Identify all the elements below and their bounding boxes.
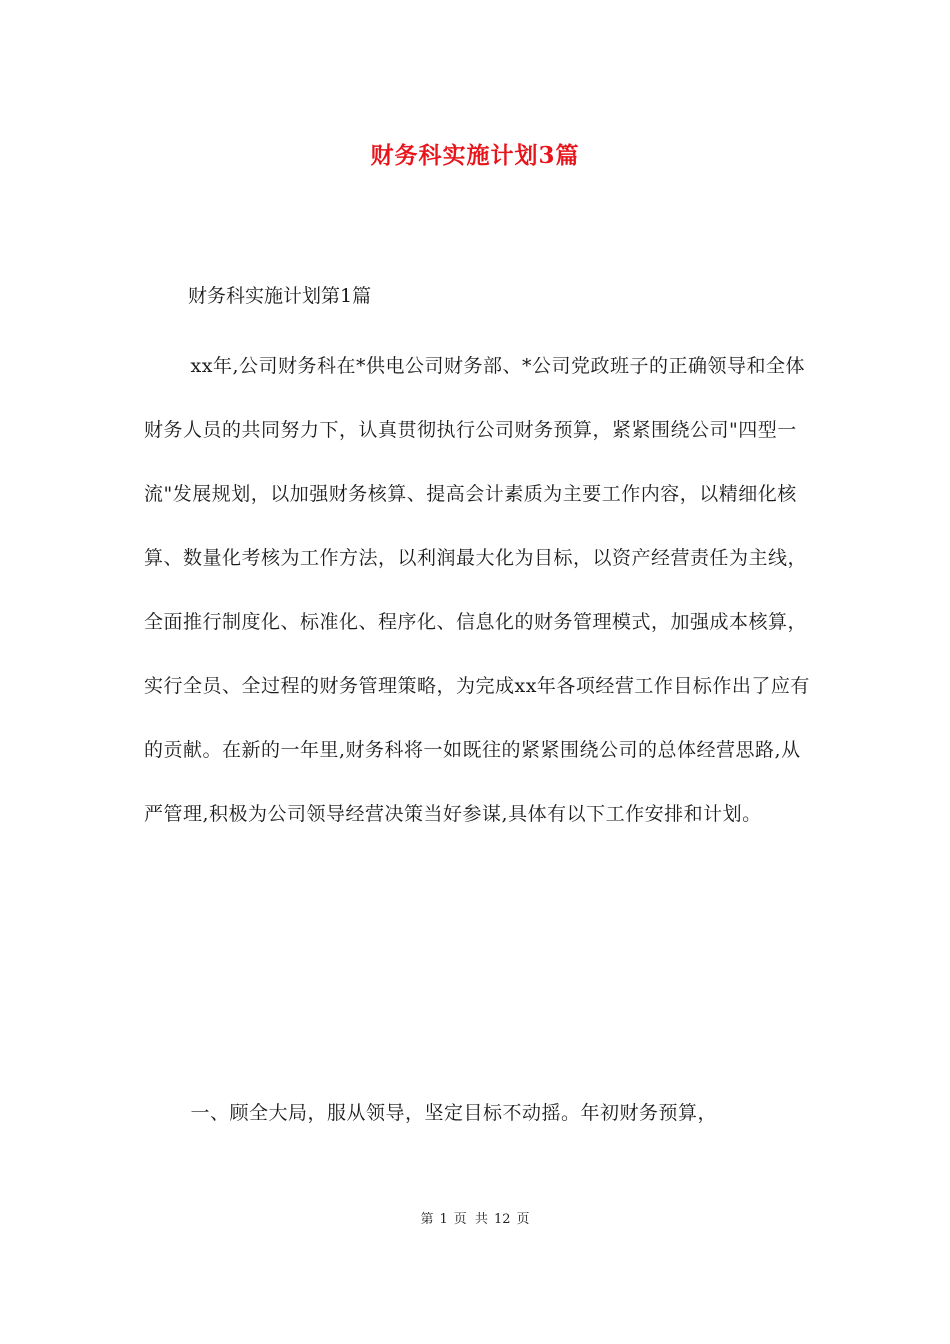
body-paragraph: xx年,公司财务科在*供电公司财务部、*公司党政班子的正确领导和全体财务人员的共同努力下，认真贯彻执行公司财务预算，紧紧围绕公司"四型一流"发展规划，以加强财务核算、提高会计素质为主要工作内容，以精细化核算、数量化考核为工作方法，以利润最大化为目标，以资产经营责任为主线，全面推行制度化、标准化、程序化、信息化的财务管理模式，加强成本核算，实行全员、全过程的财务管理策略，为完成xx年各项经营工作目标作出了应有的贡献。在新的一年里,财务科将一如既往的紧紧围绕公司的总体经营思路,从严管理,积极为公司领导经营决策当好参谋,具体有以下工作安排和计划。 (144, 355, 810, 825)
body-paragraph: 一、顾全大局，服从领导，坚定目标不动摇。年初财务预算， (190, 1102, 718, 1124)
footer-prefix: 第 (420, 1212, 434, 1227)
footer-total-pages: 12 (493, 1212, 511, 1227)
page-footer (0, 1208, 950, 1227)
footer-current-page: 1 (439, 1212, 448, 1227)
section-heading: 财务科实施计划第1篇 (188, 285, 372, 307)
footer-mid: 页 共 (453, 1212, 488, 1227)
document-title: 财务科实施计划3篇 (370, 142, 580, 169)
footer-suffix: 页 (516, 1212, 530, 1227)
